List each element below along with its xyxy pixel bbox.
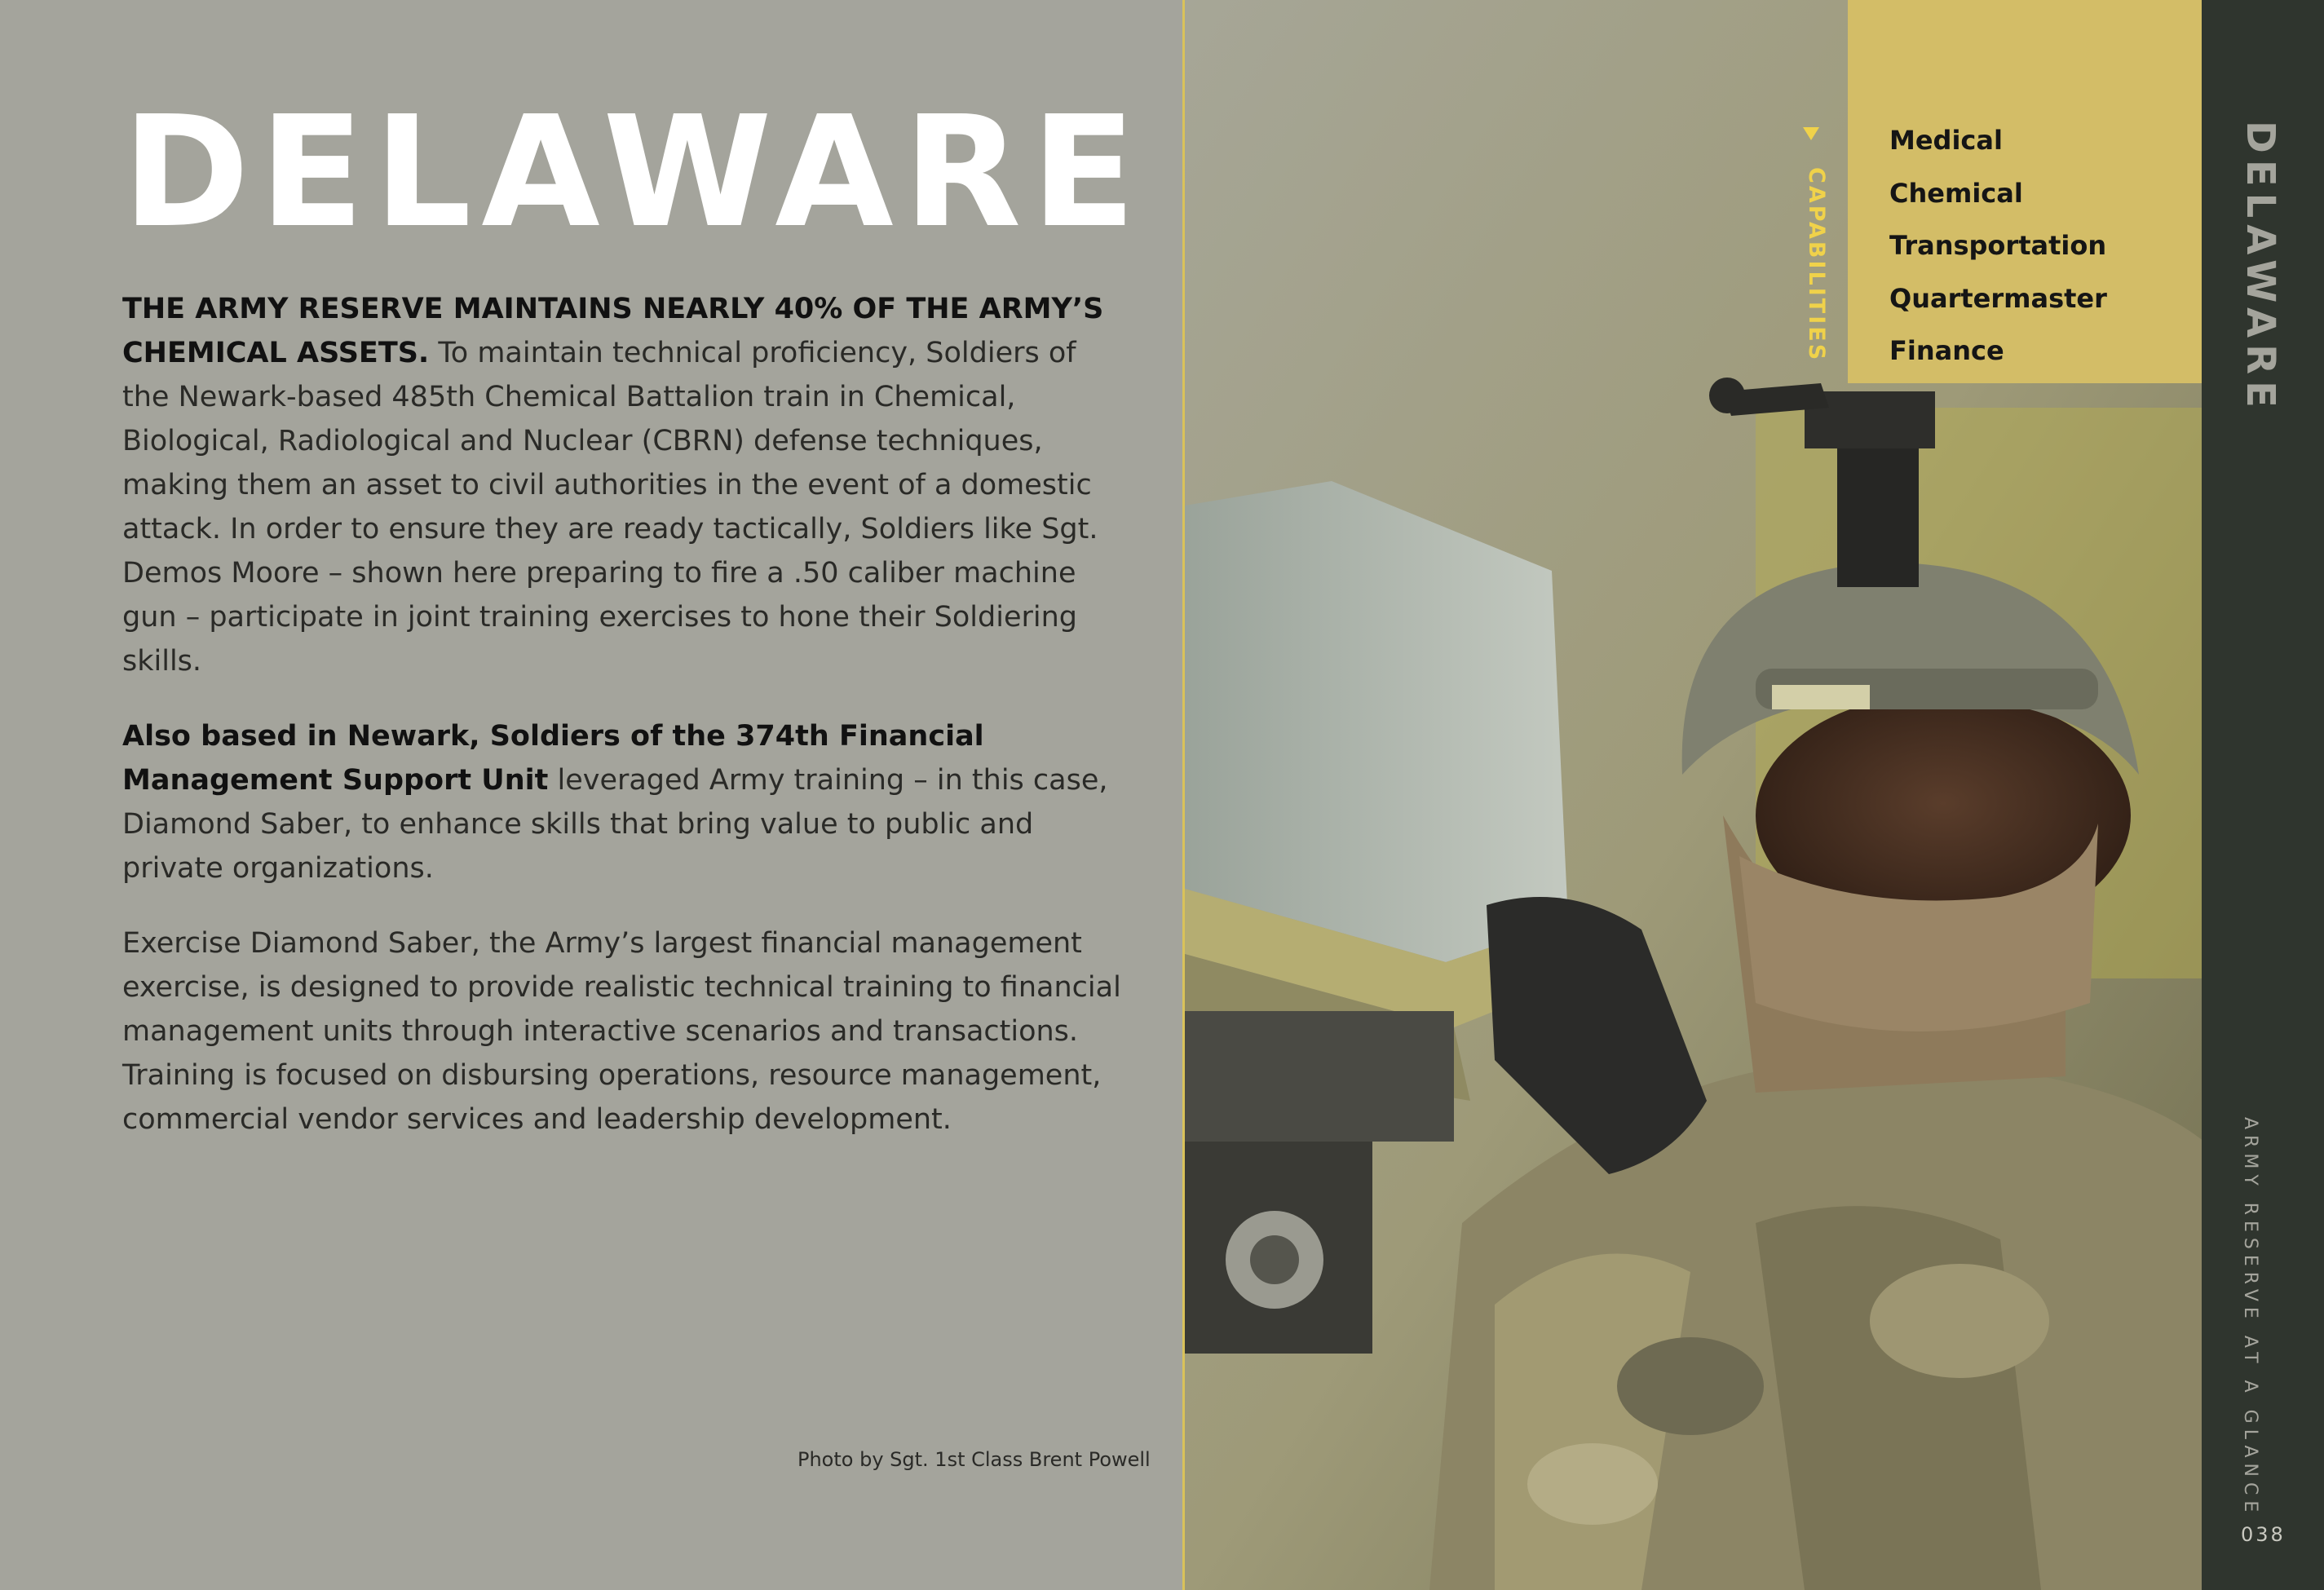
capabilities-label [1796,122,1831,363]
paragraph-financial-text: leveraged Army training – in this case, Diamond Saber, to enhance skills that bring value to public and private organizations. [122,764,1108,885]
paragraph-chemical-text: To maintain technical proficiency, Soldiers of the Newark-based 485th Chemical Battalion train in Chemical, Biological, Radiological and Nuclear (CBRN) defense techniques, making them an asset to civil authorities in the event of a domestic attack. In order to ensure they are ready tactically, Soldiers like Sgt. Demos Moore – shown here preparing to fire a .50 caliber machine gun – participate in joint training exercises to hone their Soldiering skills. [122,337,1098,678]
article-body [122,287,1125,1173]
sidebar-state-title: DELAWARE [2238,121,2283,414]
capability-transportation: Transportation [1889,230,2107,261]
capability-finance: Finance [1889,335,2004,366]
page-number: 038 [2241,1523,2286,1546]
capability-medical: Medical [1889,125,2003,156]
sidebar-publication-title: ARMY RESERVE AT A GLANCE [2240,1117,2260,1518]
page-title: DELAWARE [122,83,1146,262]
paragraph-financial [122,714,1125,890]
capability-chemical: Chemical [1889,177,2023,209]
paragraph-diamond-saber: Exercise Diamond Saber, the Army’s largest financial management exercise, is designed to provide realistic technical training to financial management units through interactive scenarios and transactions. Training is focused on disbursing operations, resource management, commercial vendor services and leadership development. [122,927,1121,1136]
paragraph-financial-lead: Also based in Newark, Soldiers of the 374th Financial Management Support Unit [122,720,984,797]
paragraph-chemical-lead: THE ARMY RESERVE MAINTAINS NEARLY 40% OF THE ARMY’S CHEMICAL ASSETS. [122,293,1104,369]
paragraph-chemical [122,287,1125,683]
capabilities-list [1889,114,2107,378]
capability-quartermaster: Quartermaster [1889,282,2107,314]
capabilities-label-text: CAPABILITIES [1804,167,1829,363]
photo-credit: Photo by Sgt. 1st Class Brent Powell [797,1448,1151,1471]
